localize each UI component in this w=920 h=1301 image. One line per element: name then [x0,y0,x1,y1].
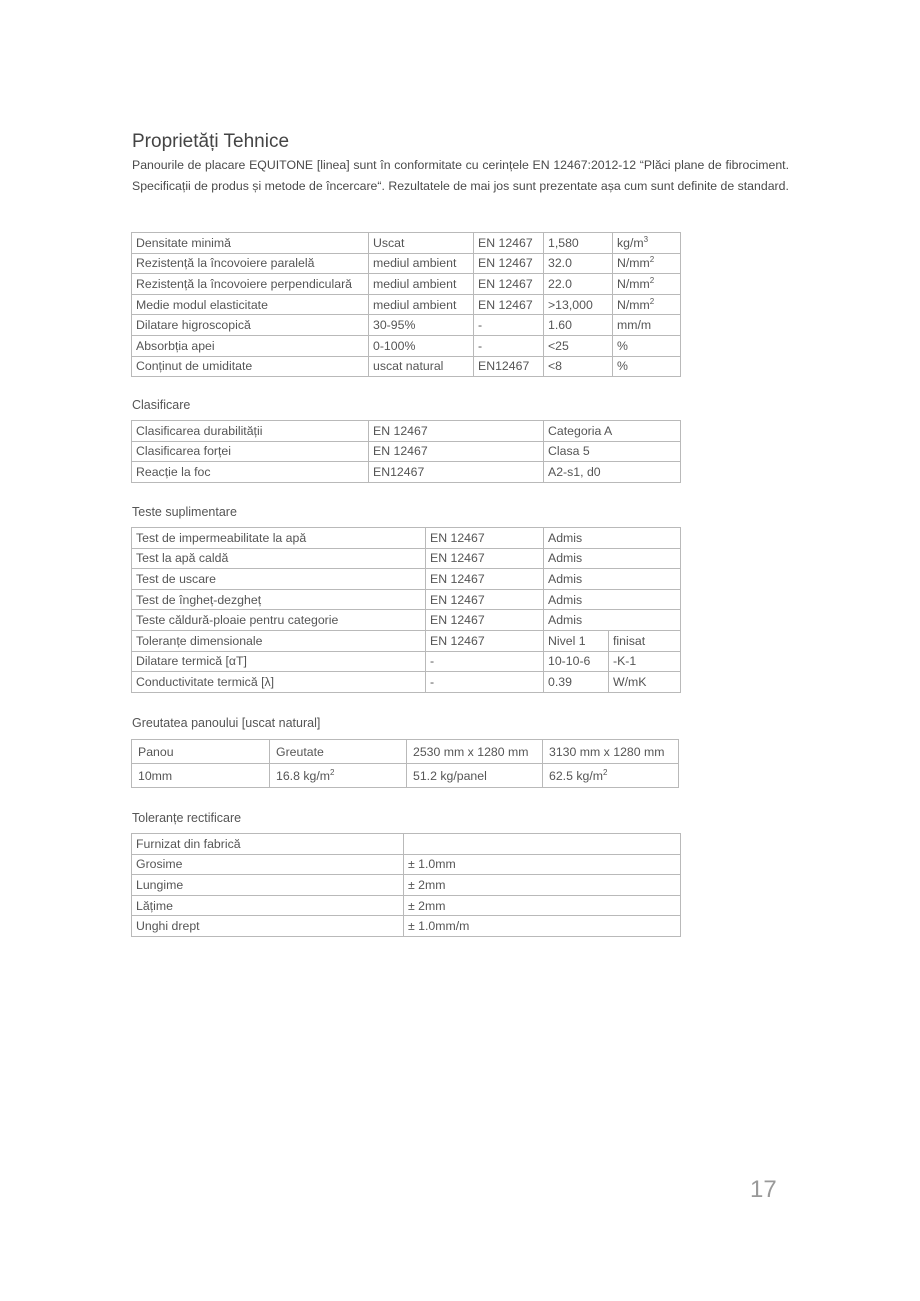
tolerance-name: Grosime [132,854,404,875]
table-row [132,421,681,442]
table-row [132,253,681,274]
table-row [132,315,681,336]
property-name: Medie modul elasticitate [132,294,369,315]
test-name: Test de îngheț-dezgheț [132,589,426,610]
test-unit: -K-1 [609,651,681,672]
table-row [132,895,681,916]
property-unit: mm/m [613,315,681,336]
test-standard: EN 12467 [426,589,544,610]
weight-header-panel: Panou [132,740,270,764]
table-row [132,528,681,549]
test-standard: - [426,672,544,693]
table-row [132,589,681,610]
test-value: 0.39 [544,672,609,693]
table-header-row [132,834,681,855]
property-value: <8 [544,356,613,377]
classification-standard: EN 12467 [369,421,544,442]
property-value: >13,000 [544,294,613,315]
classification-name: Clasificarea durabilității [132,421,369,442]
weight-value: 16.8 $kg/m^2$ [270,764,407,788]
test-result: Admis [544,569,681,590]
properties-table [131,232,681,377]
test-unit: finisat [609,630,681,651]
classification-standard: EN 12467 [369,441,544,462]
test-result: Admis [544,548,681,569]
table-row [132,764,679,788]
classification-standard: EN12467 [369,462,544,483]
tests-label: Teste suplimentare [132,505,237,519]
property-condition: mediul ambient [369,274,474,295]
table-row [132,356,681,377]
test-value: 10-10-6 [544,651,609,672]
page-title: Proprietăți Tehnice [132,131,290,152]
weight-label: Greutatea panoului [uscat natural] [132,716,321,730]
property-name: Rezistență la încovoiere perpendiculară [132,274,369,295]
table-header-row [132,740,679,764]
property-condition: mediul ambient [369,253,474,274]
tolerances-label: Toleranțe rectificare [132,811,242,825]
test-name: Dilatare termică [αT] [132,651,426,672]
test-standard: EN 12467 [426,569,544,590]
test-result: Admis [544,589,681,610]
property-value: <25 [544,335,613,356]
property-condition: 0-100% [369,335,474,356]
weight-table [131,739,679,788]
property-standard: EN 12467 [474,253,544,274]
property-value: 1.60 [544,315,613,336]
property-condition: Uscat [369,233,474,254]
weight-large: 62.5 $kg/m^2$ [543,764,679,788]
property-name: Rezistență la încovoiere paralelă [132,253,369,274]
property-standard: EN 12467 [474,294,544,315]
tolerance-value: ± 1.0mm/m [404,916,681,937]
tolerance-value: ± 2mm [404,875,681,896]
test-name: Toleranțe dimensionale [132,630,426,651]
weight-header-size-small: 2530 mm x 1280 mm [407,740,543,764]
table-row [132,294,681,315]
property-unit: $N/mm^2$ [613,253,681,274]
property-value: 22.0 [544,274,613,295]
test-unit: W/mK [609,672,681,693]
property-standard: - [474,335,544,356]
classification-value: Categoria A [544,421,681,442]
table-row [132,462,681,483]
tolerance-name: Lățime [132,895,404,916]
classification-name: Reacție la foc [132,462,369,483]
property-unit: $N/mm^2$ [613,274,681,295]
classification-value: Clasa 5 [544,441,681,462]
tolerance-value: ± 1.0mm [404,854,681,875]
table-row [132,335,681,356]
table-row [132,875,681,896]
tolerances-header-value [404,834,681,855]
table-row [132,610,681,631]
test-name: Test la apă caldă [132,548,426,569]
classification-label: Clasificare [132,398,191,412]
tolerance-name: Unghi drept [132,916,404,937]
property-standard: EN 12467 [474,274,544,295]
table-row [132,441,681,462]
property-unit: $kg/m^3$ [613,233,681,254]
table-row [132,233,681,254]
weight-header-size-large: 3130 mm x 1280 mm [543,740,679,764]
classification-table [131,420,681,483]
weight-header-weight: Greutate [270,740,407,764]
table-row [132,651,681,672]
table-row [132,630,681,651]
tests-table [131,527,681,693]
property-name: Absorbția apei [132,335,369,356]
property-unit: % [613,335,681,356]
table-row [132,854,681,875]
test-value: Nivel 1 [544,630,609,651]
test-standard: EN 12467 [426,630,544,651]
classification-value: A2-s1, d0 [544,462,681,483]
test-standard: EN 12467 [426,528,544,549]
test-standard: EN 12467 [426,610,544,631]
test-name: Teste căldură-ploaie pentru categorie [132,610,426,631]
property-standard: EN12467 [474,356,544,377]
property-condition: 30-95% [369,315,474,336]
table-row [132,274,681,295]
tolerances-table [131,833,681,937]
intro-paragraph: Panourile de placare EQUITONE [linea] sunt în conformitate cu cerințele EN 12467:2012-12 “Plăci plane de fibrociment. Specificații de produs și metode de încercare“. Rezultatele de mai jos sunt prezentate așa cum sunt definite de standard. [132,158,789,193]
property-value: 32.0 [544,253,613,274]
table-row [132,916,681,937]
table-row [132,672,681,693]
weight-panel: 10mm [132,764,270,788]
page-number: 17 [750,1176,777,1203]
property-standard: - [474,315,544,336]
test-name: Test de uscare [132,569,426,590]
test-name: Test de impermeabilitate la apă [132,528,426,549]
property-unit: % [613,356,681,377]
tolerances-header: Furnizat din fabrică [132,834,404,855]
property-condition: uscat natural [369,356,474,377]
tolerance-value: ± 2mm [404,895,681,916]
tolerance-name: Lungime [132,875,404,896]
property-condition: mediul ambient [369,294,474,315]
property-unit: $N/mm^2$ [613,294,681,315]
property-name: Conținut de umiditate [132,356,369,377]
classification-name: Clasificarea forței [132,441,369,462]
weight-small: 51.2 kg/panel [407,764,543,788]
test-result: Admis [544,528,681,549]
table-row [132,548,681,569]
test-name: Conductivitate termică [λ] [132,672,426,693]
test-standard: EN 12467 [426,548,544,569]
property-standard: EN 12467 [474,233,544,254]
property-value: 1,580 [544,233,613,254]
property-name: Densitate minimă [132,233,369,254]
test-result: Admis [544,610,681,631]
table-row [132,569,681,590]
property-name: Dilatare higroscopică [132,315,369,336]
test-standard: - [426,651,544,672]
